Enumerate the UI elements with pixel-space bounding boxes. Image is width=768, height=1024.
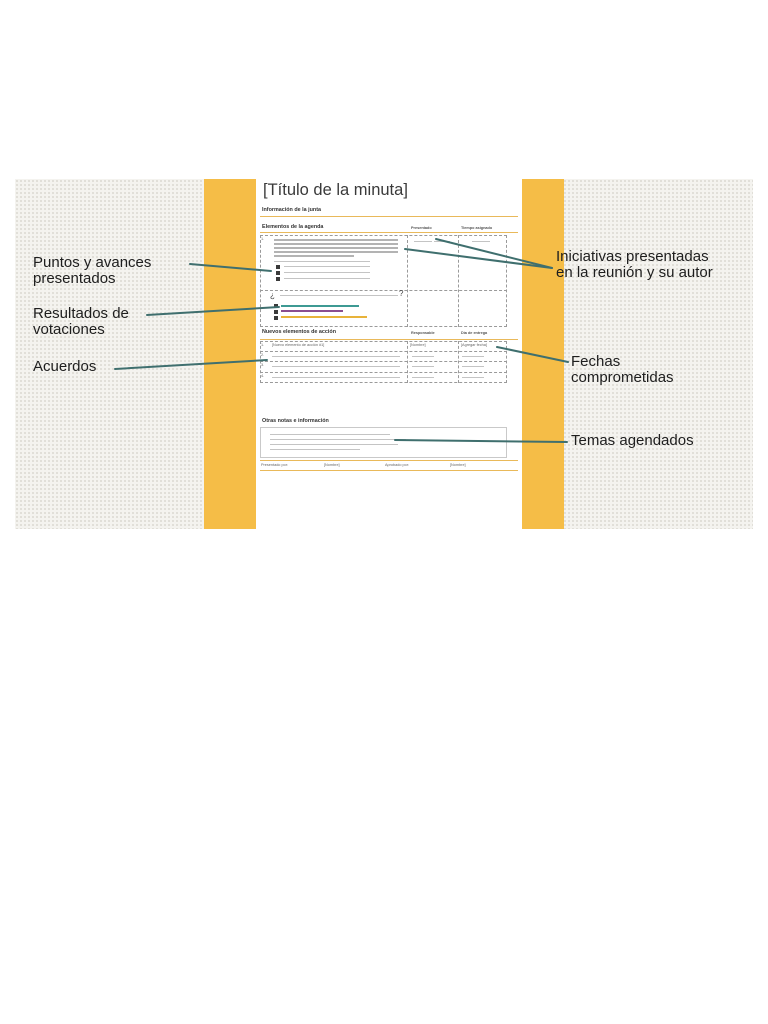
meeting-info-heading: Información de la junta	[262, 207, 322, 213]
actions-col-due: Día de entrega	[461, 331, 488, 335]
callout-fechas-line2: comprometidas	[571, 369, 674, 386]
callout-acuerdos	[33, 359, 96, 375]
agenda-heading: Elementos de la agenda	[262, 224, 324, 230]
action-row-number: 1.	[261, 343, 265, 347]
action-row-text: [Nuevo elemento de acción #1]	[272, 343, 325, 347]
action-row-number: 2.	[261, 353, 265, 357]
leader-line-resultados	[147, 307, 279, 315]
callout-temas-text: Temas agendados	[571, 432, 694, 449]
agenda-col-time: Tiempo asignado	[461, 226, 493, 230]
callout-fechas-line1: Fechas	[571, 353, 621, 370]
minutes-template-figure	[15, 179, 753, 529]
callout-puntos-line2: presentados	[33, 270, 116, 287]
callout-temas	[571, 433, 694, 449]
action-row-number: 3.	[261, 363, 265, 367]
leader-line-temas	[395, 440, 567, 442]
agenda-col-presented: Presentado	[411, 226, 432, 230]
callout-iniciativas	[556, 249, 713, 281]
actions-col-responsible: Responsable	[411, 331, 435, 335]
actions-heading: Nuevos elementos de acción	[262, 329, 336, 335]
callout-iniciativas-line1: Iniciativas presentadas	[556, 248, 709, 265]
footer-approved-value: [Nombre]	[450, 463, 466, 467]
callout-acuerdos-text: Acuerdos	[33, 358, 97, 375]
footer-approved-label: Aprobado por:	[385, 463, 410, 467]
footer-presented-label: Presentado por:	[261, 463, 289, 467]
callout-fechas	[571, 354, 674, 386]
callout-resultados	[33, 306, 129, 338]
footer-presented-value: [Nombre]	[324, 463, 340, 467]
callout-resultados-line1: Resultados de	[33, 305, 129, 322]
template-title: [Título de la minuta]	[263, 181, 408, 199]
leader-line-fechas	[497, 347, 568, 362]
leader-line-iniciativas-b	[436, 239, 552, 268]
other-notes-heading: Otras notas e información	[262, 418, 329, 424]
agenda-item-number: 1.	[261, 237, 265, 241]
leader-line-puntos	[190, 264, 271, 271]
action-row-number: 4.	[261, 374, 265, 378]
callout-iniciativas-line2: en la reunión y su autor	[556, 264, 713, 281]
leader-line-iniciativas-a	[405, 249, 552, 268]
vote-question-open: ¿	[270, 291, 275, 300]
callout-resultados-line2: votaciones	[33, 321, 105, 338]
callout-puntos	[33, 255, 151, 287]
vote-question-close: ?	[399, 289, 404, 298]
action-row-responsible: [Nombre]	[410, 343, 426, 347]
leader-line-acuerdos	[115, 360, 267, 369]
callout-puntos-line1: Puntos y avances	[33, 254, 152, 271]
action-row-due: [Agregar fecha]	[461, 343, 487, 347]
